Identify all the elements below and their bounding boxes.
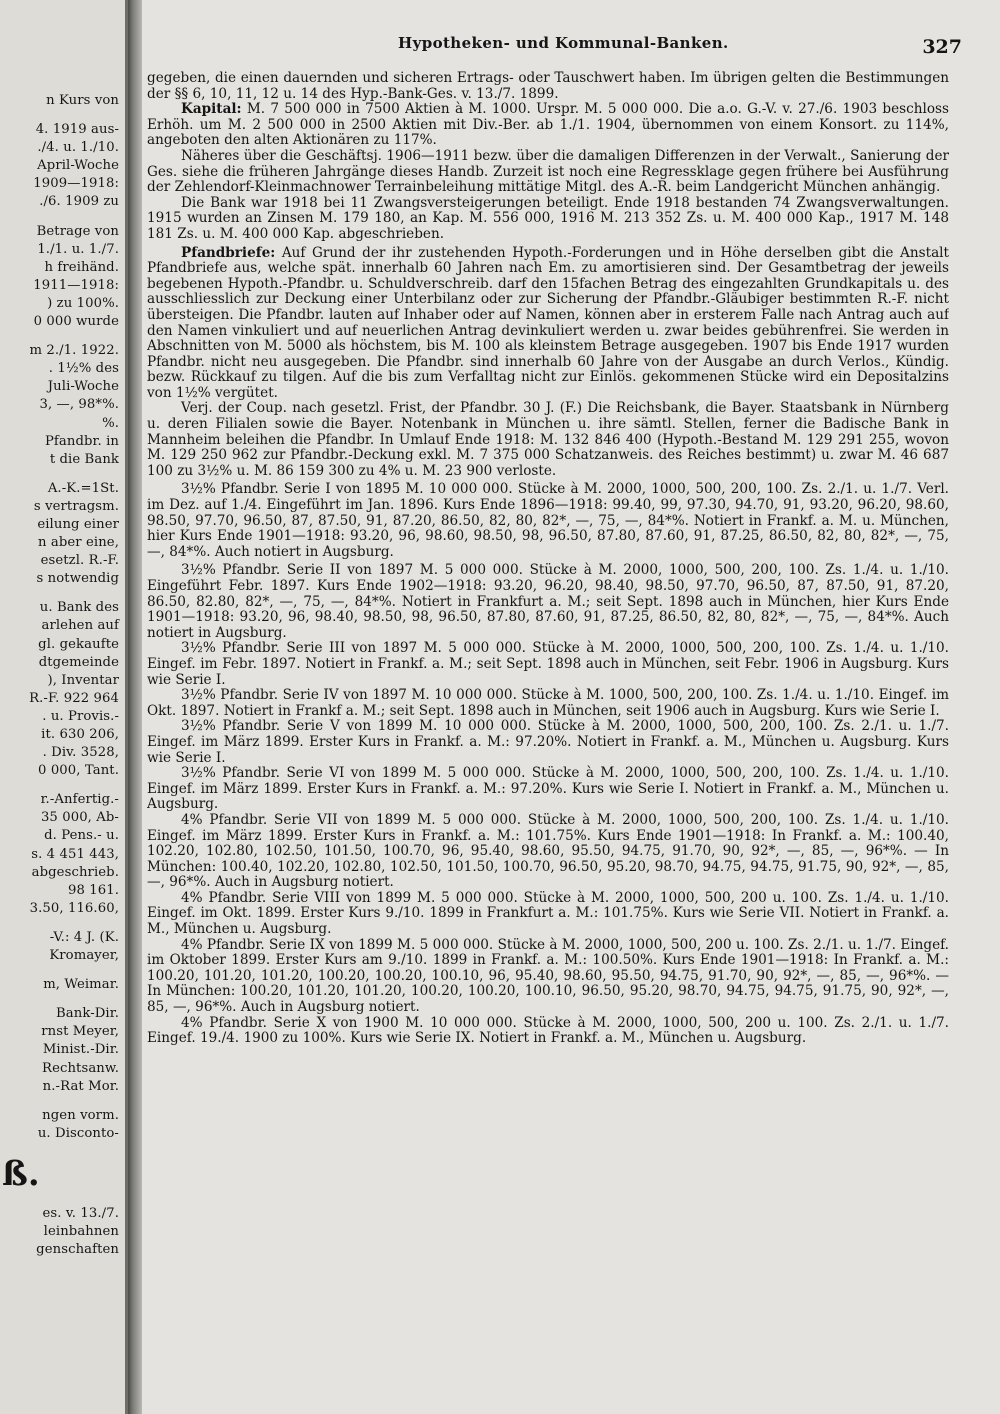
left-column-line: eilung einer bbox=[37, 516, 119, 532]
paragraph-serie-7: 4% Pfandbr. Serie VII von 1899 M. 5 000 000. Stücke à M. 2000, 1000, 500, 200, 100. Zs. 1./4. u. 1./10. Eingef. im März 1899. Erster Kurs in Frankf. a. M.: 101.75%. Kurs Ende 1901—1918: In Frankf. a. M.: 100.40, 102.20, 102.80, 102.50, 101.50, 100.70, 96, 95.40, 98.60, 95.50, 94.75, 91.70, 90, 92*, —, 85, —, 96*%. — In München: 100.40, 102.20, 102.80, 102.50, 101.50, 100.70, 96.50, 95.20, 98.70, 94.75, 94.75, 91.75, 90, 92*, —, 85, —, 96*%. Auch in Augsburg notiert. bbox=[147, 811, 949, 891]
paragraph-kapital bbox=[147, 102, 949, 149]
left-column-line: -V.: 4 J. (K. bbox=[49, 929, 119, 945]
left-column-line: esetzl. R.-F. bbox=[40, 553, 119, 569]
paragraph-bank-1918: Die Bank war 1918 bei 11 Zwangsversteigerungen beteiligt. Ende 1918 bestanden 74 Zwangsverwaltungen. 1915 wurden an Zinsen M. 179 180, an Kap. M. 556 000, 1916 M. 213 352 Zs. u. M. 400 000 Kap., 1917 M. 148 181 Zs. u. M. 400 000 Kap. abgeschrieben. bbox=[147, 194, 949, 242]
main-text-column bbox=[147, 71, 949, 1356]
running-title: Hypotheken- und Kommunal-Banken. bbox=[398, 34, 729, 52]
left-column-line: 1909—1918: bbox=[33, 176, 119, 192]
left-column-line: . 1½% des bbox=[48, 361, 119, 377]
left-column-line: n Kurs von bbox=[46, 93, 119, 108]
left-column-line: ./4. u. 1./10. bbox=[37, 140, 119, 156]
left-column-line: leinbahnen bbox=[43, 1223, 119, 1239]
kapital-text: M. 7 500 000 in 7500 Aktien à M. 1000. Urspr. M. 5 000 000. Die a.o. G.-V. v. 27./6. 1903 beschloss Erhöh. um M. 2 500 000 in 2500 Aktien mit Div.-Ber. ab 1./1. 1904, übernommen von einem Konsort. zu 114%, angeboten den alten Aktionären zu 117%. bbox=[147, 101, 949, 149]
left-column-line: m 2./1. 1922. bbox=[29, 343, 119, 359]
left-column-line: n aber eine, bbox=[37, 535, 119, 551]
left-column-line: s vertragsm. bbox=[33, 498, 119, 514]
left-column-gap bbox=[0, 110, 125, 121]
left-column-line: Juli-Woche bbox=[47, 379, 119, 395]
left-column-line: 4. 1919 aus- bbox=[35, 122, 119, 138]
paragraph-serie-3: 3½% Pfandbr. Serie III von 1897 M. 5 000 000. Stücke à M. 2000, 1000, 500, 200, 100. Zs. 1./4. u. 1./10. Eingef. im Febr. 1897. Notiert in Frankf. a. M.; seit Sept. 1898 auch in München, seit Febr. 1906 in Augsburg. Kurs wie Serie I. bbox=[147, 640, 949, 688]
left-column-line: ß. bbox=[2, 1153, 40, 1194]
left-column-line: r.-Anfertig.- bbox=[40, 792, 119, 808]
left-column-line: 3.50, 116.60, bbox=[29, 900, 119, 916]
left-column-line: Bank-Dir. bbox=[56, 1006, 119, 1022]
left-column-line: u. Bank des bbox=[39, 600, 119, 616]
left-column-line: s. 4 451 443, bbox=[31, 846, 119, 862]
left-column-line: es. v. 13./7. bbox=[42, 1205, 119, 1221]
paragraph-serie-4: 3½% Pfandbr. Serie IV von 1897 M. 10 000 000. Stücke à M. 1000, 500, 200, 100. Zs. 1./4. u. 1./10. Eingef. im Okt. 1897. Notiert in Frankf a. M.; seit Sept. 1898 auch in München, seit 1906 auch in Augsburg. Kurs wie Serie I. bbox=[147, 687, 949, 719]
left-column-line: 0 000 wurde bbox=[33, 314, 119, 330]
left-column-line: it. 630 206, bbox=[41, 727, 119, 742]
paragraph-serie-8: 4% Pfandbr. Serie VIII von 1899 M. 5 000 000. Stücke à M. 2000, 1000, 500, 200 u. 100. Zs. 1./4. u. 1./10. Eingef. im Okt. 1899. Erster Kurs 9./10. 1899 in Frankfurt a. M.: 101.75%. Kurs wie Serie VII. Notiert in Frankf. a. M., München u. Augsburg. bbox=[147, 889, 949, 938]
left-column-gap bbox=[0, 780, 125, 791]
left-column-line: n.-Rat Mor. bbox=[42, 1078, 119, 1094]
paragraph-serie-10: 4% Pfandbr. Serie X von 1900 M. 10 000 000. Stücke à M. 2000, 1000, 500, 200 u. 100. Zs. 2./1. u. 1./7. Eingef. 19./4. 1900 zu 100%. Kurs wie Serie IX. Notiert in Frankf. a. M., München u. Augsburg. bbox=[147, 1014, 949, 1047]
paragraph-serie-2: 3½% Pfandbr. Serie II von 1897 M. 5 000 000. Stücke à M. 2000, 1000, 500, 200, 100. Zs. 1./4. u. 1./10. Eingeführt Febr. 1897. Kurs Ende 1902—1918: 93.20, 96.20, 98.40, 98.50, 97.70, 96.50, 87, 87.50, 91, 87.20, 86.50, 82.80, 82*, —, 75, —, 84*%. Notiert in Frankfurt a. M.; seit Sept. 1898 auch in München, hier Kurs Ende 1901—1918: 93.20, 96, 98.40, 98.50, 98, 96.50, 87.80, 87.60, 91, 87.25, 86.50, 82, 80, 82*, —, 75, —, 84*%. Auch notiert in Augsburg. bbox=[147, 562, 949, 641]
left-column-fragment bbox=[0, 0, 128, 1414]
left-column-line: ), Inventar bbox=[47, 672, 119, 688]
left-column-gap bbox=[0, 918, 125, 929]
paragraph-serie-1: 3½% Pfandbr. Serie I von 1895 M. 10 000 000. Stücke à M. 2000, 1000, 500, 200, 100. Zs. 2./1. u. 1./7. Verl. im Dez. auf 1./4. Eingeführt im Jan. 1896. Kurs Ende 1896—1918: 99.40, 99, 97.30, 94.70, 91, 93.20, 96.20, 98.60, 98.50, 97.70, 96.50, 87, 87.50, 91, 87.20, 86.50, 82, 80, 82*, —, 75, —, 84*%. Notiert in Frankf. a. M. u. München, hier Kurs Ende 1901—1918: 93.20, 96, 98.60, 98.50, 98, 96.50, 87.80, 87.60, 91, 87.25, 86.50, 82, 80, 82*, —, 75, —, 84*%. Auch notiert in Augsburg. bbox=[147, 481, 949, 560]
left-column-line: . u. Provis.- bbox=[42, 708, 119, 724]
left-column-line: genschaften bbox=[36, 1242, 119, 1258]
left-column-line: d. Pens.- u. bbox=[44, 828, 119, 844]
left-column-gap bbox=[0, 1096, 125, 1107]
left-column-line: m, Weimar. bbox=[43, 977, 119, 993]
left-column-line: abgeschrieb. bbox=[31, 864, 119, 880]
left-column-line: h freihänd. bbox=[44, 259, 119, 275]
left-column-line: ./6. 1909 zu bbox=[39, 194, 119, 210]
left-column-gap bbox=[0, 994, 125, 1005]
paragraph-pfandbriefe bbox=[147, 246, 949, 402]
page-number: 327 bbox=[922, 36, 962, 58]
pfandbriefe-label: Pfandbriefe: bbox=[181, 244, 276, 261]
left-column-line: 1911—1918: bbox=[33, 277, 119, 293]
pfandbriefe-text: Auf Grund der ihr zustehenden Hypoth.-Forderungen und in Höhe derselben gibt die Anstalt Pfandbriefe aus, welche spät. innerhalb 60 Jahren nach Em. zu amortisieren sind. Der Gesamtbetrag der jeweils begebenen Hypoth.-Pfandbr. u. Schuldverschreib. darf den 15fachen Betrag des eingezahlten Grundkapitals u. des ausschliesslich zur Deckung einer Unterbilanz oder zur Sicherung der Pfandbr.-Gläubiger bestimmten R.-F. nicht übersteigen. Die Pfandbr. lauten auf Inhaber oder auf Namen, können aber in ersterem Falle nach Antrag auch auf den Namen vinkuliert und auf neuerlichen Antrag devinkuliert werden u. zwar beides gebührenfrei. Sie werden in Abschnitten von M. 5000 als höchstem, bis M. 100 als kleinstem Betrage ausgegeben. 1907 bis Ende 1917 wurden Pfandbr. nicht neu ausgegeben. Die Pfandbr. sind innerhalb 60 Jahre von der Ausgabe an durch Verlos., Kündig. bezw. Rückkauf zu tilgen. Auf die bis zum Verfalltag nicht zur Einlös. gekommenen Stücke wird ein Depositalzins von 1½% vergütet. bbox=[147, 244, 949, 401]
paragraph-serie-5: 3½% Pfandbr. Serie V von 1899 M. 10 000 000. Stücke à M. 2000, 1000, 500, 200, 100. Zs. 2./1. u. 1./7. Eingef. im März 1899. Erster Kurs in Frankf. a. M.: 97.20%. Notiert in Frankf. a. M., München u. Augsburg. Kurs wie Serie I. bbox=[147, 718, 949, 766]
left-column-line: Rechtsanw. bbox=[42, 1060, 119, 1076]
left-column-line: 98 161. bbox=[67, 882, 119, 898]
left-column-line: gl. gekaufte bbox=[38, 636, 119, 652]
paragraph-intro: gegeben, die einen dauernden und sicheren Ertrags- oder Tauschwert haben. Im übrigen gelten die Bestimmungen der §§ 6, 10, 11, 12 u. 14 des Hyp.-Bank-Ges. v. 13./7. 1899. bbox=[147, 71, 949, 102]
left-column-line: April-Woche bbox=[37, 158, 119, 174]
left-column-line: ) zu 100%. bbox=[47, 295, 119, 311]
left-column-line: rnst Meyer, bbox=[41, 1024, 119, 1040]
left-column-line: . Div. 3528, bbox=[42, 745, 119, 761]
left-column-line: dtgemeinde bbox=[38, 654, 119, 670]
left-column-line: Minist.-Dir. bbox=[42, 1042, 119, 1058]
left-column-gap bbox=[0, 469, 125, 480]
page-header bbox=[150, 34, 962, 58]
paragraph-serie-9: 4% Pfandbr. Serie IX von 1899 M. 5 000 000. Stücke à M. 2000, 1000, 500, 200 u. 100. Zs. 2./1. u. 1./7. Eingef. im Oktober 1899. Erster Kurs am 9./10. 1899 in Frankf. a. M.: 100.50%. Kurs Ende 1901—1918: In Frankf. a. M.: 100.20, 101.20, 101.20, 100.20, 100.20, 100.10, 96, 95.40, 98.60, 95.50, 94.75, 91.70, 90, 92*, —, 85, —, 96*%. — In München: 100.20, 101.20, 101.20, 100.20, 100.20, 100.10, 96.50, 95.20, 98.70, 94.75, 94.75, 91.75, 90, 92*, —, 85, —, 96*%. Auch in Augsburg notiert. bbox=[147, 936, 949, 1016]
left-column-line: ngen vorm. bbox=[42, 1107, 119, 1123]
left-column-line: Kromayer, bbox=[49, 948, 119, 964]
paragraph-serie-6: 3½% Pfandbr. Serie VI von 1899 M. 5 000 000. Stücke à M. 2000, 1000, 500, 200, 100. Zs. 1./4. u. 1./10. Eingef. im März 1899. Erster Kurs in Frankf. a. M.: 97.20%. Kurs wie Serie I. Notiert in Frankf. a. M., München u. Augsburg. bbox=[147, 765, 949, 813]
left-column-line: Pfandbr. in bbox=[44, 433, 119, 449]
left-column-gap bbox=[0, 965, 125, 976]
left-column-line: Betrage von bbox=[36, 223, 119, 239]
left-column-line: u. Disconto- bbox=[37, 1125, 119, 1141]
left-column-line: %. bbox=[102, 415, 119, 431]
left-column-gap bbox=[0, 1194, 125, 1205]
left-column-gap bbox=[0, 331, 125, 342]
left-column-gap bbox=[0, 212, 125, 223]
paragraph-naheres: Näheres über die Geschäftsj. 1906—1911 bezw. über die damaligen Differenzen in der Verwalt., Sanierung der Ges. siehe die früheren Jahrgänge dieses Handb. Zurzeit ist noch eine Regressklage gegen frühere bei Ausführung der Zehlendorf-Kleinmachnower Terrainbeleihung mittätige Mitgl. des A.-R. beim Landgericht München anhängig. bbox=[147, 147, 949, 196]
left-column-line: 0 000, Tant. bbox=[38, 763, 119, 779]
left-column-line: A.-K.=1St. bbox=[47, 480, 119, 496]
paragraph-verjaehrung: Verj. der Coup. nach gesetzl. Frist, der Pfandbr. 30 J. (F.) Die Reichsbank, die Bayer. Staatsbank in Nürnberg u. deren Filialen sowie die Bayer. Notenbank in München u. ihre sämtl. Stellen, ferner die Badische Bank in Mannheim beleihen die Pfandbr. In Umlauf Ende 1918: M. 132 846 400 (Hypoth.-Bestand M. 129 291 255, wovon M. 129 250 962 zur Pfandbr.-Deckung exkl. M. 7 375 000 Schatzanweis. des Reiches bestimmt) u. zwar M. 46 687 100 zu 3½% u. M. 86 159 300 zu 4% u. M. 23 900 verloste. bbox=[147, 400, 949, 479]
left-column-line: t die Bank bbox=[49, 451, 119, 467]
left-column-line: 35 000, Ab- bbox=[40, 810, 119, 826]
left-column-line: 3, —, 98*%. bbox=[39, 397, 119, 413]
left-column-line: R.-F. 922 964 bbox=[29, 690, 119, 706]
book-gutter bbox=[128, 0, 142, 1414]
left-column-line: s notwendig bbox=[36, 571, 119, 587]
left-column-gap bbox=[0, 588, 125, 599]
kapital-label: Kapital: bbox=[181, 101, 242, 118]
left-column-line: arlehen auf bbox=[41, 618, 119, 634]
left-column-gap bbox=[0, 1143, 125, 1154]
left-column-line: 1./1. u. 1./7. bbox=[37, 241, 119, 257]
